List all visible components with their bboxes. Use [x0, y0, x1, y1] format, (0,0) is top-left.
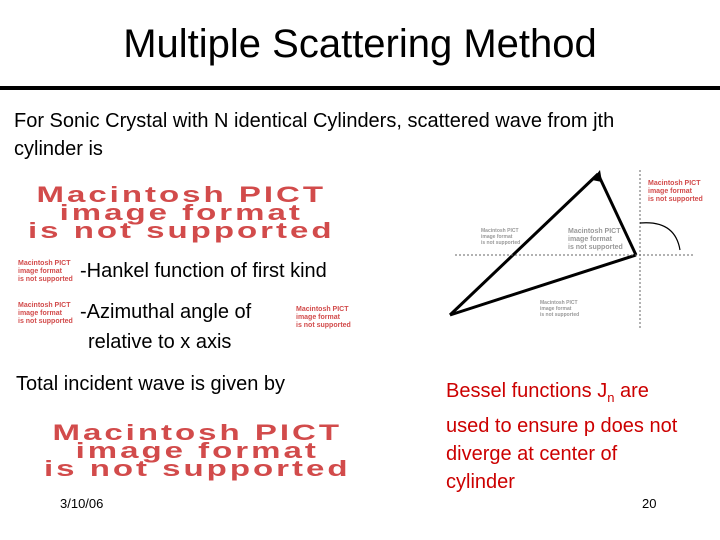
diagram-label-1: Macintosh PICT image format is not supported: [481, 228, 521, 246]
pict-placeholder-equation-2: Macintosh PICT image format is not supported: [44, 420, 351, 481]
hankel-text: -Hankel function of first kind: [80, 260, 327, 282]
pict-placeholder-position-symbol: Macintosh PICT image format is not supported: [296, 306, 351, 329]
intro-text: For Sonic Crystal with N identical Cylinders, scattered wave from jth cylinder is: [14, 110, 615, 160]
angle-arc: [640, 223, 680, 250]
pict-placeholder-angle-symbol: Macintosh PICT image format is not supported: [18, 302, 73, 325]
pict-placeholder-hankel-symbol: Macintosh PICT image format is not supported: [18, 260, 73, 283]
diagram-label-4: Macintosh PICT image format is not supported: [540, 300, 580, 318]
azimuthal-text-2: relative to x axis: [88, 331, 232, 353]
slide-date: 3/10/06: [60, 496, 104, 511]
page-number: 20: [642, 496, 657, 511]
arrow-head: [592, 170, 602, 182]
diagram-label-2: Macintosh PICT image format is not supported: [568, 228, 623, 251]
slide-title: Multiple Scattering Method: [123, 22, 597, 66]
title-underline: [0, 86, 720, 90]
bessel-note: Bessel functions $J_n$ are used to ensure p does not diverge at center of cylinder: [446, 380, 678, 493]
azimuthal-text-1: -Azimuthal angle of: [80, 301, 252, 323]
incident-text: Total incident wave is given by: [16, 373, 286, 395]
pict-placeholder-equation-1: Macintosh PICT image format is not supported: [28, 182, 335, 243]
diagram-label-3: Macintosh PICT image format is not supported: [648, 180, 703, 203]
